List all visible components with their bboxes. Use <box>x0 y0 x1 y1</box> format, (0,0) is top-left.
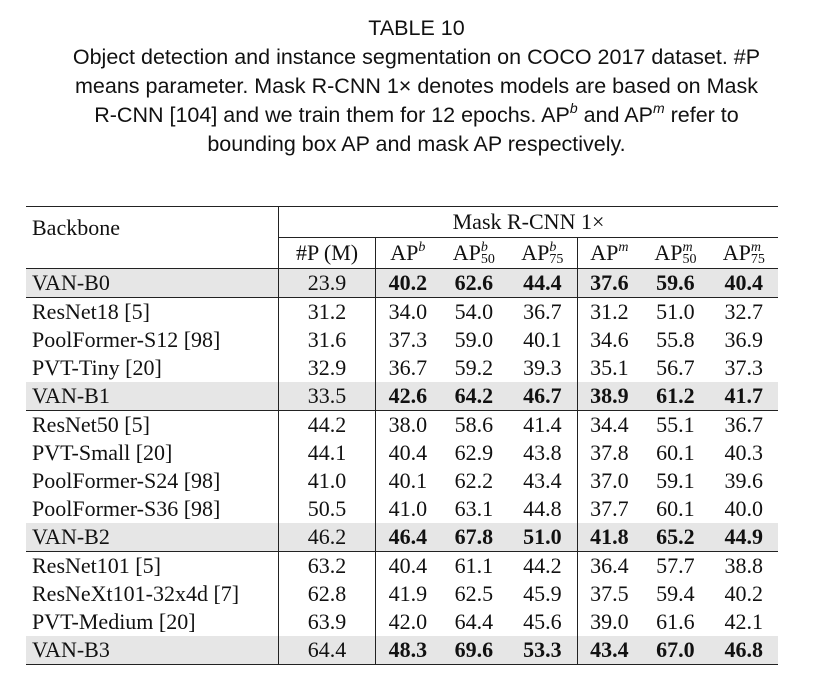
apb50-cell: 62.6 <box>440 269 508 298</box>
apm-cell: 43.4 <box>577 636 641 665</box>
apm50-cell: 51.0 <box>641 298 709 327</box>
table-row <box>26 495 778 523</box>
apb75-cell: 44.4 <box>508 269 577 298</box>
apb75-cell: 44.2 <box>508 552 577 581</box>
apb75-cell: 45.9 <box>523 581 562 606</box>
table-row <box>26 580 778 608</box>
apm-cell: 34.4 <box>577 411 641 440</box>
apm75-cell: 44.9 <box>710 523 778 552</box>
apm75-cell: 36.9 <box>724 327 764 352</box>
backbone-cell: ResNet50 [5] <box>26 411 279 440</box>
caption-sup-b: b <box>569 100 578 116</box>
apm50-cell: 57.7 <box>641 552 709 581</box>
apm75-cell: 40.0 <box>724 496 764 521</box>
apb75-header-ap: AP <box>521 239 550 265</box>
apb50-cell: 62.9 <box>454 440 494 465</box>
apb75-cell: 45.6 <box>523 609 562 634</box>
table-row <box>26 298 778 327</box>
params-cell: 32.9 <box>279 354 376 382</box>
apm75-header-ap: AP <box>722 239 751 265</box>
apb-cell: 48.3 <box>376 636 440 665</box>
apm50-cell: 56.7 <box>656 355 695 380</box>
apm75-cell: 46.8 <box>710 636 778 665</box>
apb50-cell: 61.1 <box>440 552 508 581</box>
apm-cell: 39.0 <box>577 608 641 636</box>
table-row <box>26 269 778 298</box>
apm75-header <box>710 238 778 269</box>
apb-cell: 41.9 <box>376 580 440 608</box>
apm-cell: 37.0 <box>577 467 641 495</box>
apb-cell: 34.0 <box>376 298 440 327</box>
params-cell: 63.2 <box>279 552 376 581</box>
apb-cell: 41.0 <box>376 495 440 523</box>
apb75-cell: 44.8 <box>523 496 562 521</box>
apb50-cell: 59.0 <box>454 327 494 352</box>
apm50-header-sup: m <box>682 240 693 256</box>
table-number: TABLE 10 <box>368 16 465 40</box>
params-cell: 50.5 <box>279 495 376 523</box>
caption-line-2: means parameter. Mask R-CNN 1× denotes models are based on Mask <box>75 74 758 98</box>
apb-cell: 42.6 <box>376 382 440 411</box>
apm-header-ap: AP <box>590 240 619 265</box>
apm50-cell: 67.0 <box>641 636 709 665</box>
apm-header-sup: m <box>618 240 629 255</box>
caption-line-3 <box>0 101 833 130</box>
apb50-header-sub: 50 <box>480 252 495 268</box>
apb50-cell: 58.6 <box>440 411 508 440</box>
apm75-cell: 41.7 <box>710 382 778 411</box>
apm75-cell: 40.2 <box>724 581 764 606</box>
params-cell: 44.1 <box>279 439 376 467</box>
apm75-cell: 36.7 <box>710 411 778 440</box>
apm-cell: 36.4 <box>577 552 641 581</box>
caption-line-3-start: R-CNN [104] and we train them for 12 epochs. AP <box>94 103 570 127</box>
apb-header-ap: AP <box>390 240 419 265</box>
apb-cell: 40.2 <box>376 269 440 298</box>
apb50-cell: 64.2 <box>440 382 508 411</box>
params-cell: 62.8 <box>279 580 376 608</box>
params-header: #P (M) <box>279 238 376 269</box>
backbone-cell: ResNeXt101-32x4d [7] <box>32 581 240 606</box>
apm75-cell: 40.3 <box>724 440 764 465</box>
apm-cell: 37.6 <box>577 269 641 298</box>
backbone-cell: ResNet18 [5] <box>26 298 279 327</box>
apb75-cell: 53.3 <box>508 636 577 665</box>
apm-cell: 34.6 <box>577 326 641 354</box>
params-cell: 23.9 <box>279 269 376 298</box>
apb75-cell: 41.4 <box>508 411 577 440</box>
apm50-header-sub: 50 <box>682 252 697 268</box>
apm-header <box>577 238 641 269</box>
apb-header <box>376 238 440 269</box>
caption-line-3-mid: and AP <box>577 103 653 127</box>
apb50-header-ap: AP <box>452 239 481 265</box>
apb50-cell: 62.5 <box>454 581 494 606</box>
apb50-cell: 69.6 <box>440 636 508 665</box>
table-row <box>26 552 778 581</box>
mask-rcnn-header: Mask R-CNN 1× <box>279 207 779 238</box>
table-row <box>26 382 778 411</box>
apm50-cell: 61.2 <box>641 382 709 411</box>
apm50-cell: 59.4 <box>656 581 695 606</box>
apb50-cell: 67.8 <box>440 523 508 552</box>
table-caption <box>0 14 833 159</box>
apm75-cell: 38.8 <box>710 552 778 581</box>
apm-cell: 37.8 <box>577 439 641 467</box>
caption-line-3-end: refer to <box>664 103 739 127</box>
apb75-cell: 39.3 <box>523 355 562 380</box>
params-cell: 46.2 <box>279 523 376 552</box>
apm50-cell: 60.1 <box>656 440 695 465</box>
params-cell: 44.2 <box>279 411 376 440</box>
backbone-cell: PVT-Medium [20] <box>32 609 196 634</box>
apm-cell: 37.5 <box>577 580 641 608</box>
apb50-header <box>440 238 508 269</box>
apm75-cell: 39.6 <box>724 468 764 493</box>
apm75-header-supsub <box>751 242 765 266</box>
backbone-cell: VAN-B3 <box>26 636 279 665</box>
apm50-cell: 60.1 <box>656 496 695 521</box>
apb75-cell: 43.8 <box>523 440 562 465</box>
apm75-cell: 37.3 <box>724 355 764 380</box>
table-row <box>26 411 778 440</box>
apb-header-sup: b <box>418 240 426 255</box>
backbone-cell: PVT-Tiny [20] <box>32 355 162 380</box>
apb-cell: 38.0 <box>376 411 440 440</box>
table-row <box>26 326 778 354</box>
params-cell: 31.6 <box>279 326 376 354</box>
apb-cell: 36.7 <box>376 354 440 382</box>
caption-line-4: bounding box AP and mask AP respectively. <box>207 132 626 156</box>
apm50-cell: 61.6 <box>656 609 695 634</box>
apm50-header-ap: AP <box>654 239 683 265</box>
backbone-cell: PoolFormer-S12 [98] <box>32 327 221 352</box>
table-row <box>26 354 778 382</box>
apm-cell: 37.7 <box>577 495 641 523</box>
apb50-cell: 63.1 <box>454 496 494 521</box>
apm75-header-sub: 75 <box>750 252 765 268</box>
apb50-header-supsub <box>481 242 495 266</box>
apm50-cell: 55.1 <box>641 411 709 440</box>
apb50-header-sup: b <box>480 240 488 256</box>
apb75-cell: 36.7 <box>508 298 577 327</box>
apb50-cell: 59.2 <box>454 355 494 380</box>
apm-cell: 41.8 <box>577 523 641 552</box>
apm50-cell: 59.6 <box>641 269 709 298</box>
params-cell: 33.5 <box>279 382 376 411</box>
table-row <box>26 523 778 552</box>
apm75-cell: 42.1 <box>724 609 764 634</box>
params-cell: 64.4 <box>279 636 376 665</box>
results-table <box>26 206 778 665</box>
caption-sup-m: m <box>652 100 665 116</box>
apb50-cell: 62.2 <box>454 468 494 493</box>
apb50-cell: 54.0 <box>440 298 508 327</box>
params-cell: 31.2 <box>279 298 376 327</box>
apm50-cell: 59.1 <box>656 468 695 493</box>
backbone-cell: PVT-Small [20] <box>32 440 173 465</box>
backbone-cell: VAN-B0 <box>26 269 279 298</box>
apb75-cell: 43.4 <box>523 468 562 493</box>
apm-cell: 35.1 <box>577 354 641 382</box>
apb75-cell: 46.7 <box>508 382 577 411</box>
backbone-cell: VAN-B1 <box>26 382 279 411</box>
apb75-header <box>508 238 577 269</box>
apb-cell: 40.4 <box>376 439 440 467</box>
header-row-1 <box>26 207 778 238</box>
apb-cell: 40.1 <box>376 467 440 495</box>
apm50-header-supsub <box>682 242 696 266</box>
backbone-cell: ResNet101 [5] <box>26 552 279 581</box>
table-row <box>26 467 778 495</box>
backbone-cell: PoolFormer-S36 [98] <box>32 496 221 521</box>
table-row <box>26 439 778 467</box>
apb50-cell: 64.4 <box>454 609 494 634</box>
apm75-cell: 40.4 <box>710 269 778 298</box>
apb-cell: 46.4 <box>376 523 440 552</box>
apm-cell: 38.9 <box>577 382 641 411</box>
backbone-cell: VAN-B2 <box>26 523 279 552</box>
apb75-cell: 40.1 <box>523 327 562 352</box>
backbone-header: Backbone <box>26 207 279 269</box>
apm50-cell: 65.2 <box>641 523 709 552</box>
apm-cell: 31.2 <box>577 298 641 327</box>
caption-line-1: Object detection and instance segmentation on COCO 2017 dataset. #P <box>72 45 761 69</box>
apm75-header-sup: m <box>750 240 761 256</box>
apb-cell: 42.0 <box>376 608 440 636</box>
params-cell: 41.0 <box>279 467 376 495</box>
apb75-header-sub: 75 <box>549 252 564 268</box>
table-row <box>26 636 778 665</box>
apb-cell: 37.3 <box>376 326 440 354</box>
apb75-header-sup: b <box>549 240 557 256</box>
apm50-cell: 55.8 <box>656 327 695 352</box>
backbone-cell: PoolFormer-S24 [98] <box>32 468 221 493</box>
apm75-cell: 32.7 <box>710 298 778 327</box>
apb75-header-supsub <box>549 242 563 266</box>
params-cell: 63.9 <box>279 608 376 636</box>
apb75-cell: 51.0 <box>508 523 577 552</box>
apm50-header <box>641 238 709 269</box>
table-row <box>26 608 778 636</box>
apb-cell: 40.4 <box>376 552 440 581</box>
